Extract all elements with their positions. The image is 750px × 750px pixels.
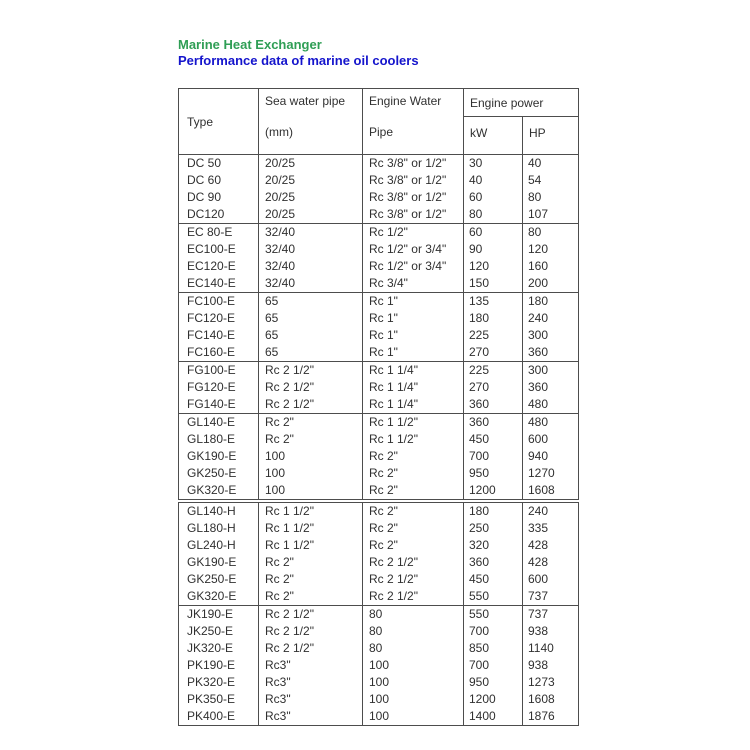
table-cell: Rc 2 1/2" xyxy=(259,640,363,657)
table-cell: 20/25 xyxy=(259,172,363,189)
table-cell: Rc 2" xyxy=(259,554,363,571)
table-cell: JK190-E xyxy=(179,606,259,624)
table-row xyxy=(179,155,579,173)
table-cell: Rc 3/8" or 1/2" xyxy=(363,172,464,189)
table-header xyxy=(179,89,579,155)
table-cell: 1608 xyxy=(523,691,579,708)
table-row xyxy=(179,657,579,674)
table-cell: 180 xyxy=(464,501,523,520)
table-row xyxy=(179,708,579,726)
table-cell: Rc 2 1/2" xyxy=(259,379,363,396)
table-cell: 80 xyxy=(363,640,464,657)
table-cell: Rc 2" xyxy=(259,431,363,448)
table-row xyxy=(179,465,579,482)
table-cell: FC160-E xyxy=(179,344,259,362)
table-cell: 65 xyxy=(259,310,363,327)
header-engine-power: Engine power xyxy=(464,89,579,117)
table-cell: GL180-E xyxy=(179,431,259,448)
table-cell: 60 xyxy=(464,189,523,206)
table-row xyxy=(179,448,579,465)
table-cell: 240 xyxy=(523,501,579,520)
table-row xyxy=(179,571,579,588)
table-cell: Rc 1" xyxy=(363,293,464,311)
table-cell: 270 xyxy=(464,344,523,362)
page-subtitle: Performance data of marine oil coolers xyxy=(178,53,419,68)
table-cell: DC 50 xyxy=(179,155,259,173)
table-row xyxy=(179,258,579,275)
table-cell: 850 xyxy=(464,640,523,657)
table-cell: 32/40 xyxy=(259,224,363,242)
table-cell: 1273 xyxy=(523,674,579,691)
table-cell: Rc 1" xyxy=(363,327,464,344)
table-cell: Rc 2" xyxy=(259,588,363,606)
table-row xyxy=(179,414,579,432)
table-cell: 200 xyxy=(523,275,579,293)
table-cell: EC100-E xyxy=(179,241,259,258)
table-cell: 40 xyxy=(464,172,523,189)
table-cell: 60 xyxy=(464,224,523,242)
table-cell: Rc 2" xyxy=(259,571,363,588)
table-cell: FC120-E xyxy=(179,310,259,327)
table-cell: 65 xyxy=(259,293,363,311)
table-cell: PK350-E xyxy=(179,691,259,708)
table-cell: 180 xyxy=(464,310,523,327)
table-cell: PK320-E xyxy=(179,674,259,691)
table-cell: Rc 2 1/2" xyxy=(259,623,363,640)
table-cell: FC140-E xyxy=(179,327,259,344)
table-cell: 1140 xyxy=(523,640,579,657)
table-cell: 700 xyxy=(464,448,523,465)
header-hp: HP xyxy=(523,117,579,155)
table-cell: 80 xyxy=(523,224,579,242)
table-cell: 80 xyxy=(523,189,579,206)
table-cell: 150 xyxy=(464,275,523,293)
table-cell: 180 xyxy=(523,293,579,311)
table-cell: 428 xyxy=(523,554,579,571)
table-row xyxy=(179,537,579,554)
table-cell: 32/40 xyxy=(259,241,363,258)
table-row xyxy=(179,588,579,606)
table-cell: Rc 2 1/2" xyxy=(363,588,464,606)
table-cell: 1200 xyxy=(464,482,523,501)
table-row xyxy=(179,224,579,242)
header-engine-water-pipe-line2: Pipe xyxy=(369,125,394,139)
table-cell: 600 xyxy=(523,571,579,588)
table-cell: 480 xyxy=(523,396,579,414)
table-row xyxy=(179,623,579,640)
table-cell: Rc 1 1/2" xyxy=(259,520,363,537)
table-cell: Rc 2 1/2" xyxy=(363,554,464,571)
table-cell: Rc 3/4" xyxy=(363,275,464,293)
table-cell: Rc 2" xyxy=(259,414,363,432)
table-cell: GK250-E xyxy=(179,465,259,482)
table-cell: Rc 2" xyxy=(363,465,464,482)
table-cell: 250 xyxy=(464,520,523,537)
table-row xyxy=(179,189,579,206)
table-cell: Rc 1" xyxy=(363,310,464,327)
table-cell: GL140-E xyxy=(179,414,259,432)
table-cell: Rc 1 1/2" xyxy=(363,414,464,432)
table-cell: 737 xyxy=(523,606,579,624)
table-row xyxy=(179,379,579,396)
table-cell: GK320-E xyxy=(179,588,259,606)
table-cell: 120 xyxy=(523,241,579,258)
table-cell: Rc3" xyxy=(259,674,363,691)
table-row xyxy=(179,554,579,571)
table-cell: 550 xyxy=(464,606,523,624)
table-cell: Rc 2" xyxy=(363,482,464,501)
table-cell: Rc 3/8" or 1/2" xyxy=(363,206,464,224)
table-cell: 360 xyxy=(464,414,523,432)
table-cell: 20/25 xyxy=(259,189,363,206)
table-cell: 160 xyxy=(523,258,579,275)
table-cell: 1400 xyxy=(464,708,523,726)
table-cell: Rc3" xyxy=(259,708,363,726)
table-cell: 100 xyxy=(259,482,363,501)
table-cell: 938 xyxy=(523,623,579,640)
table-cell: 450 xyxy=(464,431,523,448)
table-cell: 100 xyxy=(363,674,464,691)
table-cell: 40 xyxy=(523,155,579,173)
table-cell: 32/40 xyxy=(259,275,363,293)
page-title: Marine Heat Exchanger xyxy=(178,37,322,52)
table-cell: 1876 xyxy=(523,708,579,726)
table-cell: 1608 xyxy=(523,482,579,501)
table-cell: 737 xyxy=(523,588,579,606)
table-cell: 938 xyxy=(523,657,579,674)
table-cell: DC 60 xyxy=(179,172,259,189)
table-row xyxy=(179,396,579,414)
table-cell: 30 xyxy=(464,155,523,173)
table-cell: Rc 2 1/2" xyxy=(259,362,363,380)
table-cell: 360 xyxy=(523,379,579,396)
header-engine-water-pipe-line1: Engine Water xyxy=(369,94,442,108)
table-cell: 100 xyxy=(259,465,363,482)
table-cell: Rc 1 1/4" xyxy=(363,396,464,414)
table-row xyxy=(179,640,579,657)
header-sea-water-pipe xyxy=(259,89,363,155)
table-cell: 950 xyxy=(464,465,523,482)
table-cell: 65 xyxy=(259,344,363,362)
table-cell: 65 xyxy=(259,327,363,344)
table-cell: Rc 2 1/2" xyxy=(259,606,363,624)
table-cell: Rc 2" xyxy=(363,537,464,554)
table-cell: EC 80-E xyxy=(179,224,259,242)
table-cell: Rc 2 1/2" xyxy=(363,571,464,588)
table-cell: 90 xyxy=(464,241,523,258)
table-cell: JK250-E xyxy=(179,623,259,640)
table-cell: 428 xyxy=(523,537,579,554)
table-cell: PK190-E xyxy=(179,657,259,674)
table-cell: 80 xyxy=(363,606,464,624)
table-cell: Rc 1" xyxy=(363,344,464,362)
table-cell: 135 xyxy=(464,293,523,311)
table-row xyxy=(179,431,579,448)
table-row xyxy=(179,691,579,708)
table-row xyxy=(179,520,579,537)
table-cell: GK190-E xyxy=(179,448,259,465)
table-cell: 225 xyxy=(464,362,523,380)
table-cell: 480 xyxy=(523,414,579,432)
header-engine-water-pipe xyxy=(363,89,464,155)
table-cell: Rc 1 1/2" xyxy=(363,431,464,448)
table-cell: 107 xyxy=(523,206,579,224)
table-cell: FG100-E xyxy=(179,362,259,380)
table-cell: FG120-E xyxy=(179,379,259,396)
table-cell: DC120 xyxy=(179,206,259,224)
table-cell: PK400-E xyxy=(179,708,259,726)
table-cell: 20/25 xyxy=(259,155,363,173)
table-cell: 100 xyxy=(259,448,363,465)
table-cell: 335 xyxy=(523,520,579,537)
table-cell: 940 xyxy=(523,448,579,465)
table-cell: 300 xyxy=(523,362,579,380)
table-cell: Rc 1 1/4" xyxy=(363,362,464,380)
table-cell: 600 xyxy=(523,431,579,448)
table-cell: EC140-E xyxy=(179,275,259,293)
header-sea-water-pipe-line1: Sea water pipe xyxy=(265,94,346,108)
table-cell: Rc 2" xyxy=(363,501,464,520)
table-row xyxy=(179,482,579,501)
table-cell: 1270 xyxy=(523,465,579,482)
table-cell: 950 xyxy=(464,674,523,691)
table-cell: Rc 2" xyxy=(363,520,464,537)
table-cell: 54 xyxy=(523,172,579,189)
table-cell: 360 xyxy=(464,554,523,571)
table-row xyxy=(179,293,579,311)
table-row xyxy=(179,501,579,520)
table-row xyxy=(179,275,579,293)
table-cell: Rc 1/2" or 3/4" xyxy=(363,241,464,258)
table-row xyxy=(179,327,579,344)
table-row xyxy=(179,674,579,691)
table-cell: 100 xyxy=(363,708,464,726)
header-type: Type xyxy=(179,89,259,155)
header-row-1 xyxy=(179,89,579,117)
table-row xyxy=(179,206,579,224)
table-cell: 120 xyxy=(464,258,523,275)
table-cell: FC100-E xyxy=(179,293,259,311)
performance-table xyxy=(178,88,579,726)
table-cell: 320 xyxy=(464,537,523,554)
table-cell: 450 xyxy=(464,571,523,588)
table-cell: 80 xyxy=(464,206,523,224)
table-cell: 700 xyxy=(464,623,523,640)
table-cell: Rc 1 1/2" xyxy=(259,537,363,554)
table-cell: GL180-H xyxy=(179,520,259,537)
table-cell: DC 90 xyxy=(179,189,259,206)
table-cell: Rc 3/8" or 1/2" xyxy=(363,189,464,206)
table-cell: Rc 1/2" xyxy=(363,224,464,242)
table-cell: 300 xyxy=(523,327,579,344)
table-cell: 32/40 xyxy=(259,258,363,275)
table-cell: GL140-H xyxy=(179,501,259,520)
table-cell: 550 xyxy=(464,588,523,606)
table-cell: 100 xyxy=(363,691,464,708)
table-cell: 360 xyxy=(523,344,579,362)
table-cell: 1200 xyxy=(464,691,523,708)
table-cell: 20/25 xyxy=(259,206,363,224)
table-cell: FG140-E xyxy=(179,396,259,414)
table-cell: 80 xyxy=(363,623,464,640)
table-cell: 100 xyxy=(363,657,464,674)
table-cell: 360 xyxy=(464,396,523,414)
table-cell: Rc 2" xyxy=(363,448,464,465)
table-cell: EC120-E xyxy=(179,258,259,275)
title-block xyxy=(178,37,419,69)
table-cell: Rc 2 1/2" xyxy=(259,396,363,414)
header-sea-water-pipe-line2: (mm) xyxy=(265,125,293,139)
table-cell: GK190-E xyxy=(179,554,259,571)
table-row xyxy=(179,344,579,362)
table-cell: 240 xyxy=(523,310,579,327)
table-row xyxy=(179,606,579,624)
table-row xyxy=(179,241,579,258)
table-cell: GK320-E xyxy=(179,482,259,501)
table-cell: 700 xyxy=(464,657,523,674)
table-row xyxy=(179,310,579,327)
table-row xyxy=(179,362,579,380)
table-cell: Rc3" xyxy=(259,691,363,708)
table-cell: Rc 1/2" or 3/4" xyxy=(363,258,464,275)
table-cell: 270 xyxy=(464,379,523,396)
table-cell: Rc 1 1/2" xyxy=(259,501,363,520)
table-cell: Rc3" xyxy=(259,657,363,674)
table-cell: Rc 1 1/4" xyxy=(363,379,464,396)
table-body xyxy=(179,155,579,726)
header-kw: kW xyxy=(464,117,523,155)
table-cell: GL240-H xyxy=(179,537,259,554)
table-cell: JK320-E xyxy=(179,640,259,657)
table-cell: 225 xyxy=(464,327,523,344)
table-cell: Rc 3/8" or 1/2" xyxy=(363,155,464,173)
table-row xyxy=(179,172,579,189)
table-cell: GK250-E xyxy=(179,571,259,588)
